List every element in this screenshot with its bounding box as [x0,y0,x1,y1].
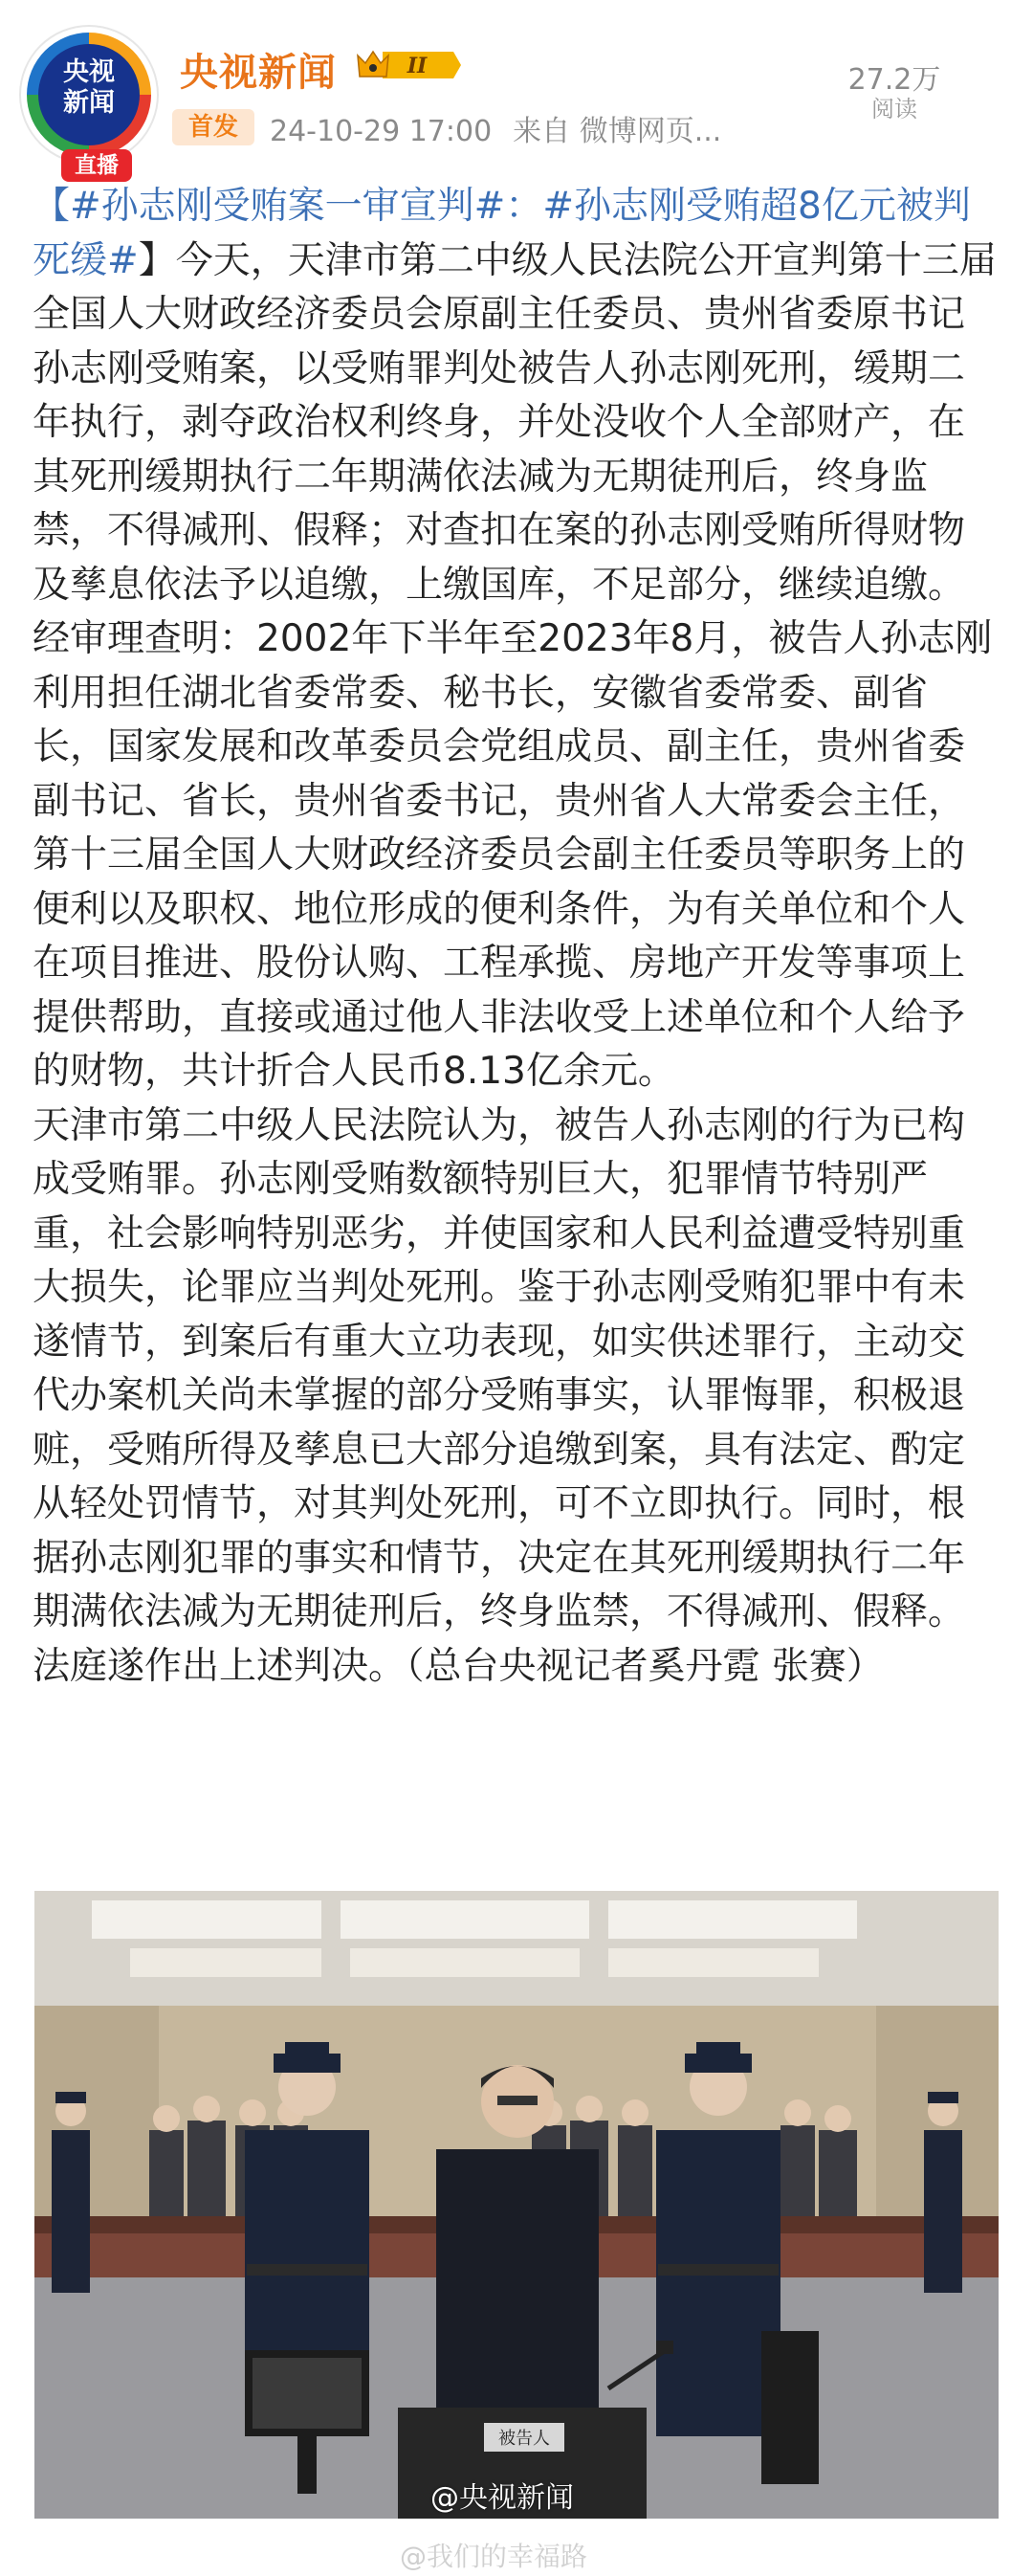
live-badge: 直播 [61,149,132,182]
views-label: 阅读 [871,96,917,122]
avatar-logo [38,44,140,145]
post-paragraph-2: 经审理查明：2002年下半年至2023年8月，被告人孙志刚利用担任湖北省委常委、秘书长，安徽省委常委、副省长，国家发展和改革委员会党组成员、副主任，贵州省委副书记、省长，贵州省委书记，贵州省人大常委会主任，第十三届全国人大财政经济委员会副主任委员等职务上的便利以及职权、地位形成的便利条件，为有关单位和个人在项目推进、股份认购、工程承揽、房地产开发等事项上提供帮助，直接或通过他人非法收受上述单位和个人给予的财物，共计折合人民币8.13亿余元。 [33,617,993,1093]
avatar-text-line2: 新闻 [63,88,115,118]
post-source[interactable]: 来自 微博网页... [513,115,722,148]
topic-colon: ： [505,185,543,228]
svg-text:被告人: 被告人 [498,2429,550,2449]
vip-badge[interactable] [354,46,461,84]
topic-link-2[interactable]: #孙志刚受贿超8亿元被判死缓# [33,185,971,282]
post-body [33,180,1000,1694]
paragraph-1-text: 今天，天津市第二中级人民法院公开宣判第十三届全国人大财政经济委员会原副主任委员、贵州省委原书记孙志刚受贿案，以受贿罪判处被告人孙志刚死刑，缓期二年执行，剥夺政治权利终身，并处没收个人全部财产，在其死刑缓期执行二年期满依法减为无期徒刑后，终身监禁，不得减刑、假释；对查扣在案的孙志刚受贿所得财物及孳息依法予以追缴，上缴国库，不足部分，继续追缴。 [33,238,997,607]
avatar-text-line1: 央视 [63,57,115,87]
topic-link-1[interactable]: 【#孙志刚受贿案一审宣判# [33,185,506,228]
courtroom-photo [34,1891,999,2519]
pinned-badge: 首发 [172,109,254,145]
svg-text:II: II [407,54,428,78]
image-watermark: @央视新闻 [430,2481,574,2515]
crown-icon [354,46,461,84]
views-count: 27.2万 [847,63,941,97]
post-paragraph-1 [33,180,1000,612]
username[interactable]: 央视新闻 [180,51,337,95]
bracket-close: 】 [138,238,176,282]
avatar[interactable] [19,25,159,178]
repost-watermark: @我们的幸福路 [400,2541,588,2572]
post-image[interactable] [34,1891,999,2519]
post-paragraph-3: 天津市第二中级人民法院认为，被告人孙志刚的行为已构成受贿罪。孙志刚受贿数额特别巨大，犯罪情节特别严重，社会影响特别恶劣，并使国家和人民利益遭受特别重大损失，论罪应当判处死刑。鉴于孙志刚受贿犯罪中有未遂情节，到案后有重大立功表现，如实供述罪行，主动交代办案机关尚未掌握的部分受贿事实，认罪悔罪，积极退赃，受贿所得及孳息已大部分追缴到案，具有法定、酌定从轻处罚情节，对其判处死刑，可不立即执行。同时，根据孙志刚犯罪的事实和情节，决定在其死刑缓期执行二年期满依法减为无期徒刑后，终身监禁，不得减刑、假释。法庭遂作出上述判决。（总台央视记者奚丹霓 张赛） [33,1103,966,1688]
timestamp: 24-10-29 17:00 [270,115,493,148]
post-meta [270,107,721,149]
